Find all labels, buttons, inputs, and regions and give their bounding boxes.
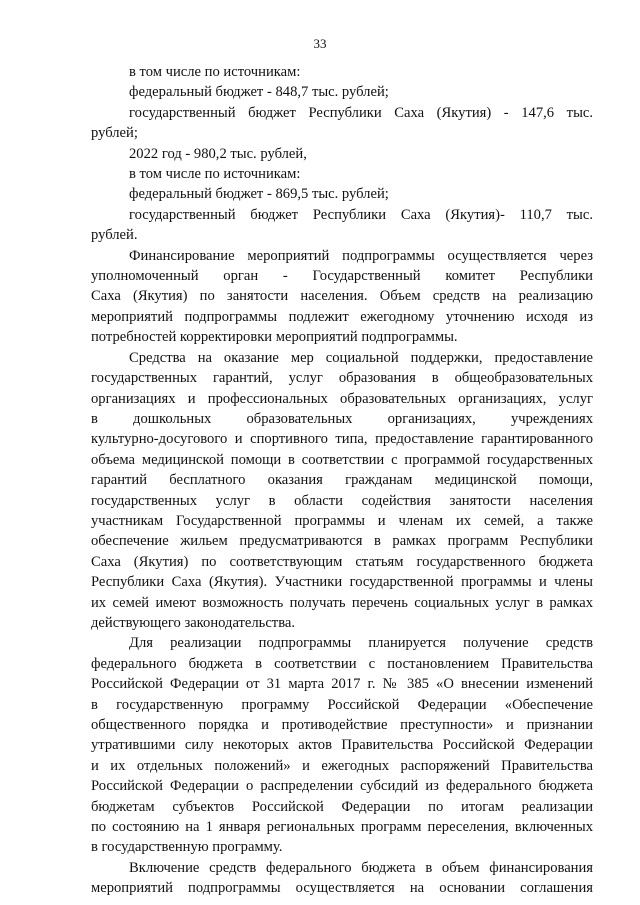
text-line: общественного порядка и противодействие преступности» и признании — [91, 717, 593, 733]
text-line: обеспечение жильем предусматриваются в рамках программ Республики — [91, 533, 593, 550]
text-line: объема медицинской помощи в соответствии с программой государственных — [91, 451, 593, 468]
text-line: государственных услуг в области содействия занятости населения — [91, 492, 593, 509]
text-line: федеральный бюджет - 848,7 тыс. рублей; — [129, 84, 389, 101]
text-line: 2022 год - 980,2 тыс. рублей, — [129, 145, 307, 162]
text-line: в том числе по источникам: — [129, 64, 301, 80]
text-line: Российской Федерации о распределении субсидий из федерального бюджета — [91, 778, 593, 795]
text-line: уполномоченный орган - Государственный комитет Республики — [91, 268, 593, 285]
text-line: потребностей корректировки мероприятий подпрограммы. — [91, 329, 458, 346]
text-line: рублей; — [91, 125, 138, 142]
text-line: утратившими силу некоторых актов Правительства Российской Федерации — [91, 737, 593, 754]
text-line: Республики Саха (Якутия). Участники государственной программы и члены — [91, 574, 593, 591]
text-line: Для реализации подпрограммы планируется получение средств — [129, 635, 593, 652]
page-number: 33 — [313, 36, 327, 51]
text-line: участникам Государственной программы и членам их семей, а также — [91, 512, 593, 529]
text-line: государственный бюджет Республики Саха (Якутия) - 147,6 тыс. — [129, 104, 593, 121]
text-line: Саха (Якутия) по занятости населения. Объем средств на реализацию — [91, 288, 593, 305]
text-line: гарантий бесплатного оказания гражданам медицинской помощи, — [91, 472, 593, 489]
text-line: и их отдельных положений» и ежегодных распоряжений Правительства — [91, 757, 593, 774]
text-line: в государственную программу Российской Федерации «Обеспечение — [91, 696, 593, 713]
text-line: культурно-досугового и спортивного типа, предоставление гарантированного — [91, 431, 593, 448]
text-line: мероприятий подпрограммы подлежит ежегодному уточнению исходя из — [91, 308, 593, 325]
text-line: государственных гарантий, услуг образования в общеобразовательных — [91, 370, 593, 387]
text-line: по состоянию на 1 января региональных программ переселения, включенных — [91, 819, 593, 836]
text-line: федеральный бюджет - 869,5 тыс. рублей; — [129, 186, 389, 203]
text-line: государственный бюджет Республики Саха (Якутия)- 110,7 тыс. — [129, 206, 593, 223]
text-line: федерального бюджета в соответствии с постановлением Правительства — [91, 655, 593, 672]
document-body — [91, 62, 593, 899]
text-line: в дошкольных образовательных организациях, учреждениях — [91, 410, 593, 427]
text-line: бюджетам субъектов Российской Федерации по итогам реализации — [91, 798, 593, 815]
text-line: Средства на оказание мер социальной поддержки, предоставление — [129, 349, 593, 366]
text-line: Саха (Якутия) по соответствующим статьям государственного бюджета — [91, 553, 593, 570]
text-line: организациях и профессиональных образовательных организациях, услуг — [91, 390, 593, 407]
text-line: их семей имеют возможность получать перечень социальных услуг в рамках — [91, 594, 593, 611]
text-line: Финансирование мероприятий подпрограммы осуществляется через — [129, 247, 593, 264]
text-line: в государственную программу. — [91, 839, 283, 856]
text-line: Включение средств федерального бюджета в объем финансирования — [129, 859, 593, 876]
text-line: рублей. — [91, 227, 138, 244]
text-line: Российской Федерации от 31 марта 2017 г. № 385 «О внесении изменений — [91, 676, 593, 693]
text-line: мероприятий подпрограммы осуществляется на основании соглашения — [91, 880, 593, 897]
text-line: в том числе по источникам: — [129, 166, 301, 183]
text-line: действующего законодательства. — [91, 614, 296, 631]
